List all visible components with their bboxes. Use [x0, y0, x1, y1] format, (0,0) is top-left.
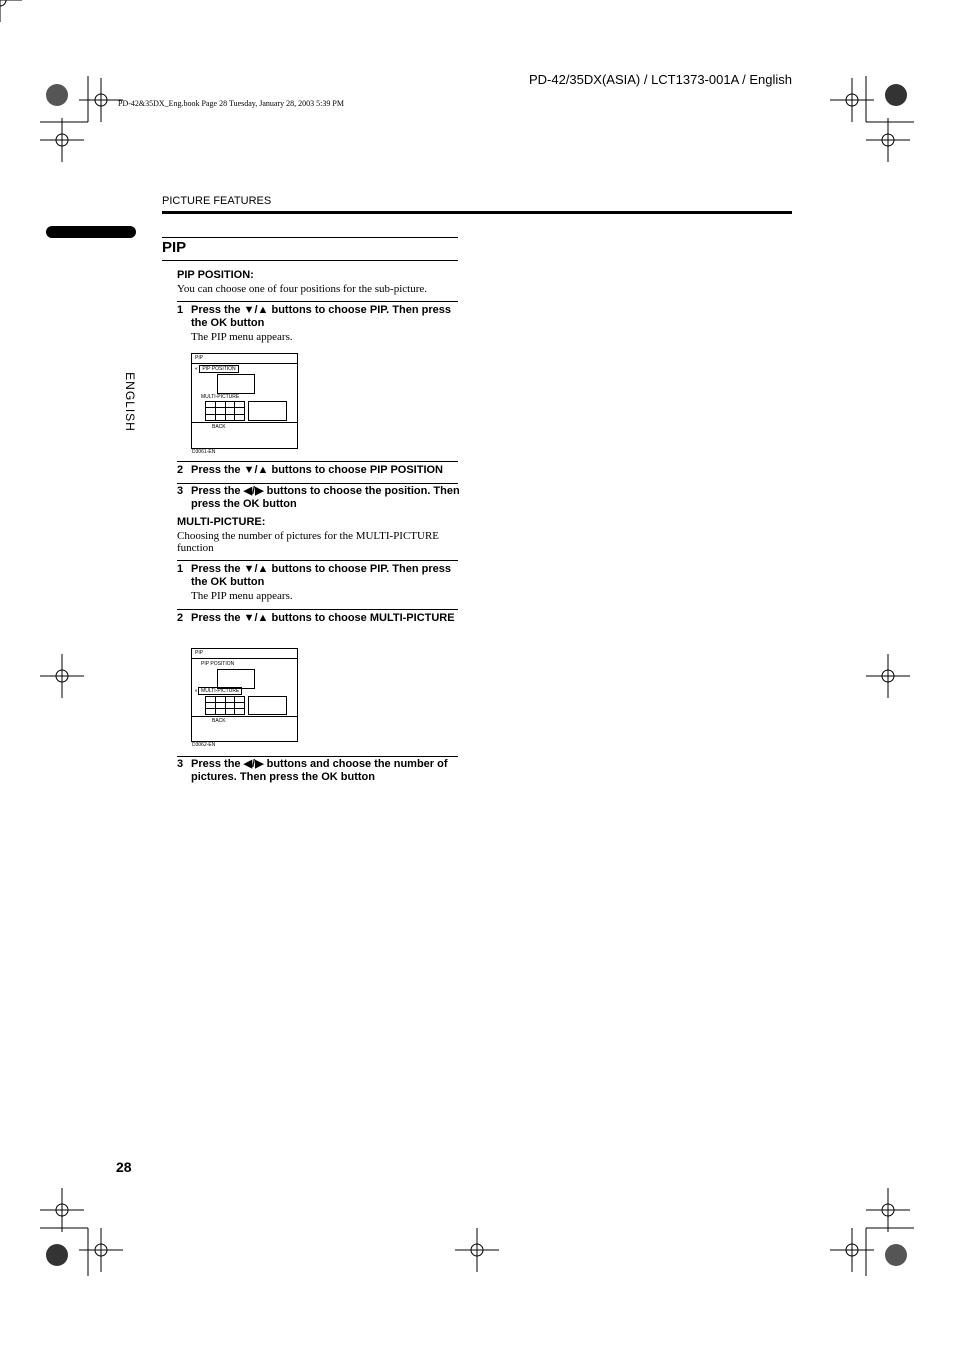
pip-step-1	[177, 304, 462, 344]
step-text: Press the ◀/▶ buttons to choose the position. Then press the OK button	[191, 485, 460, 510]
document-id: PD-42/35DX(ASIA) / LCT1373-001A / English	[528, 72, 792, 87]
step-number: 1	[177, 563, 184, 575]
screen-back-label: BACK	[212, 424, 226, 430]
side-tab	[46, 226, 136, 238]
pip-position-desc: You can choose one of four positions for the sub-picture.	[177, 283, 428, 295]
divider	[177, 483, 458, 484]
screen-item-multi-picture: MULTI-PICTURE	[198, 687, 242, 695]
screen-back-label: BACK	[212, 718, 226, 724]
figure-caption-1: D3061-EN	[192, 449, 216, 455]
step-note: The PIP menu appears.	[191, 331, 293, 343]
section-rule	[162, 211, 792, 214]
step-note: The PIP menu appears.	[191, 590, 293, 602]
figure-caption-2: D3062-EN	[192, 742, 216, 748]
multi-picture-desc: Choosing the number of pictures for the MULTI-PICTURE function	[177, 530, 440, 554]
divider	[177, 560, 458, 561]
screen-item-pip-position: PIP POSITION	[199, 365, 238, 373]
screen-item-multi-picture: MULTI-PICTURE	[201, 394, 240, 400]
title-rule-top	[162, 237, 458, 238]
page-title: PIP	[162, 239, 187, 256]
step-number: 3	[177, 758, 184, 770]
pip-menu-screen-1: PIP ◐ PIP POSITION MULTI-PICTURE BACK	[191, 353, 298, 449]
pip-step-3	[177, 485, 462, 511]
divider	[177, 301, 458, 302]
multi-step-1	[177, 563, 462, 603]
language-tab-label: ENGLISH	[123, 372, 137, 432]
pip-menu-screen-2: PIP PIP POSITION ◐ MULTI-PICTURE BACK	[191, 648, 298, 742]
step-number: 2	[177, 612, 184, 624]
step-text: Press the ◀/▶ buttons and choose the number of pictures. Then press the OK button	[191, 758, 448, 783]
divider	[177, 461, 458, 462]
section-title: PICTURE FEATURES	[162, 195, 272, 207]
multi-step-2	[177, 612, 462, 625]
print-info: PD-42&35DX_Eng.book Page 28 Tuesday, January 28, 2003 5:39 PM	[118, 99, 344, 108]
step-text: Press the ▼/▲ buttons to choose PIP POSITION	[191, 464, 444, 476]
step-text: Press the ▼/▲ buttons to choose PIP. Then press the OK button	[191, 304, 451, 329]
screen-item-pip-position: PIP POSITION	[201, 661, 235, 667]
screen-title: PIP	[192, 354, 297, 364]
divider	[177, 609, 458, 610]
step-text: Press the ▼/▲ buttons to choose PIP. Then press the OK button	[191, 563, 451, 588]
pip-position-heading: PIP POSITION:	[177, 269, 254, 281]
multi-picture-heading: MULTI-PICTURE:	[177, 516, 266, 528]
pip-step-2	[177, 464, 462, 477]
multi-step-3	[177, 758, 462, 784]
title-rule-bottom	[162, 260, 458, 261]
page-number: 28	[116, 1159, 132, 1175]
step-number: 1	[177, 304, 184, 316]
divider	[177, 756, 458, 757]
step-text: Press the ▼/▲ buttons to choose MULTI-PICTURE	[191, 612, 455, 624]
screen-title: PIP	[192, 649, 297, 659]
step-number: 3	[177, 485, 184, 497]
step-number: 2	[177, 464, 184, 476]
